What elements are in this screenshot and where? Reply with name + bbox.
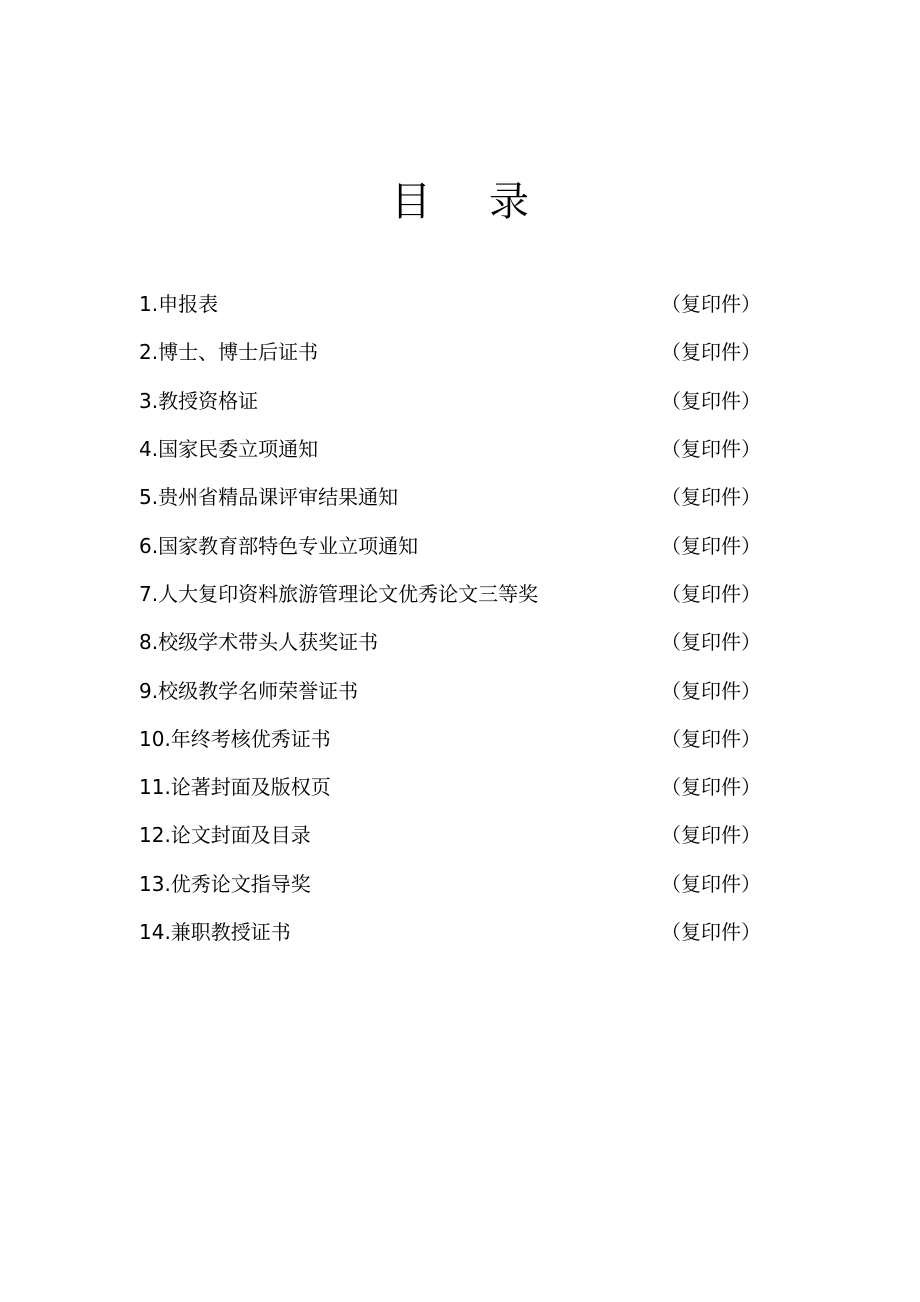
toc-item-label: 11.论著封面及版权页 [139, 775, 331, 800]
toc-item-label: 4.国家民委立项通知 [139, 437, 319, 462]
toc-item-note: （复印件） [661, 823, 761, 848]
toc-item-note: （复印件） [661, 920, 761, 944]
toc-item-label: 10.年终考核优秀证书 [139, 726, 331, 751]
toc-item-note: （复印件） [661, 726, 761, 751]
toc-item [139, 328, 761, 376]
toc-item [139, 473, 761, 521]
toc-item-label: 14.兼职教授证书 [139, 920, 291, 944]
toc-item-label: 12.论文封面及目录 [139, 823, 311, 848]
toc-item [139, 521, 761, 569]
toc-item-note: （复印件） [661, 292, 761, 317]
toc-item-label: 2.博士、博士后证书 [139, 340, 319, 365]
toc-item [139, 811, 761, 859]
page-title-char-1: 目 [391, 178, 431, 225]
toc-item [139, 570, 761, 618]
toc-item-label: 8.校级学术带头人获奖证书 [139, 630, 379, 655]
toc-item-label: 6.国家教育部特色专业立项通知 [139, 533, 419, 558]
toc-item-label: 1.申报表 [139, 292, 219, 317]
toc-item [139, 377, 761, 425]
toc-item-note: （复印件） [661, 871, 761, 896]
toc-item-label: 13.优秀论文指导奖 [139, 871, 311, 896]
toc-item-label: 3.教授资格证 [139, 388, 259, 413]
toc-item [139, 618, 761, 666]
toc-item-note: （复印件） [661, 437, 761, 462]
toc-item [139, 860, 761, 908]
toc-item-label: 5.贵州省精品课评审结果通知 [139, 485, 399, 510]
toc-item-label: 9.校级教学名师荣誉证书 [139, 678, 359, 703]
toc-item-note: （复印件） [661, 775, 761, 800]
toc-item [139, 715, 761, 763]
table-of-contents [139, 280, 761, 956]
toc-item-note: （复印件） [661, 533, 761, 558]
toc-item-note: （复印件） [661, 581, 761, 606]
toc-item [139, 280, 761, 328]
toc-item-label: 7.人大复印资料旅游管理论文优秀论文三等奖 [139, 581, 539, 606]
toc-item [139, 666, 761, 714]
toc-item-note: （复印件） [661, 630, 761, 655]
toc-item-note: （复印件） [661, 340, 761, 365]
toc-item [139, 908, 761, 956]
page-title [0, 168, 920, 228]
toc-item [139, 763, 761, 811]
toc-item [139, 425, 761, 473]
toc-item-note: （复印件） [661, 388, 761, 413]
page-title-char-2: 录 [489, 178, 529, 225]
toc-item-note: （复印件） [661, 485, 761, 510]
toc-item-note: （复印件） [661, 678, 761, 703]
